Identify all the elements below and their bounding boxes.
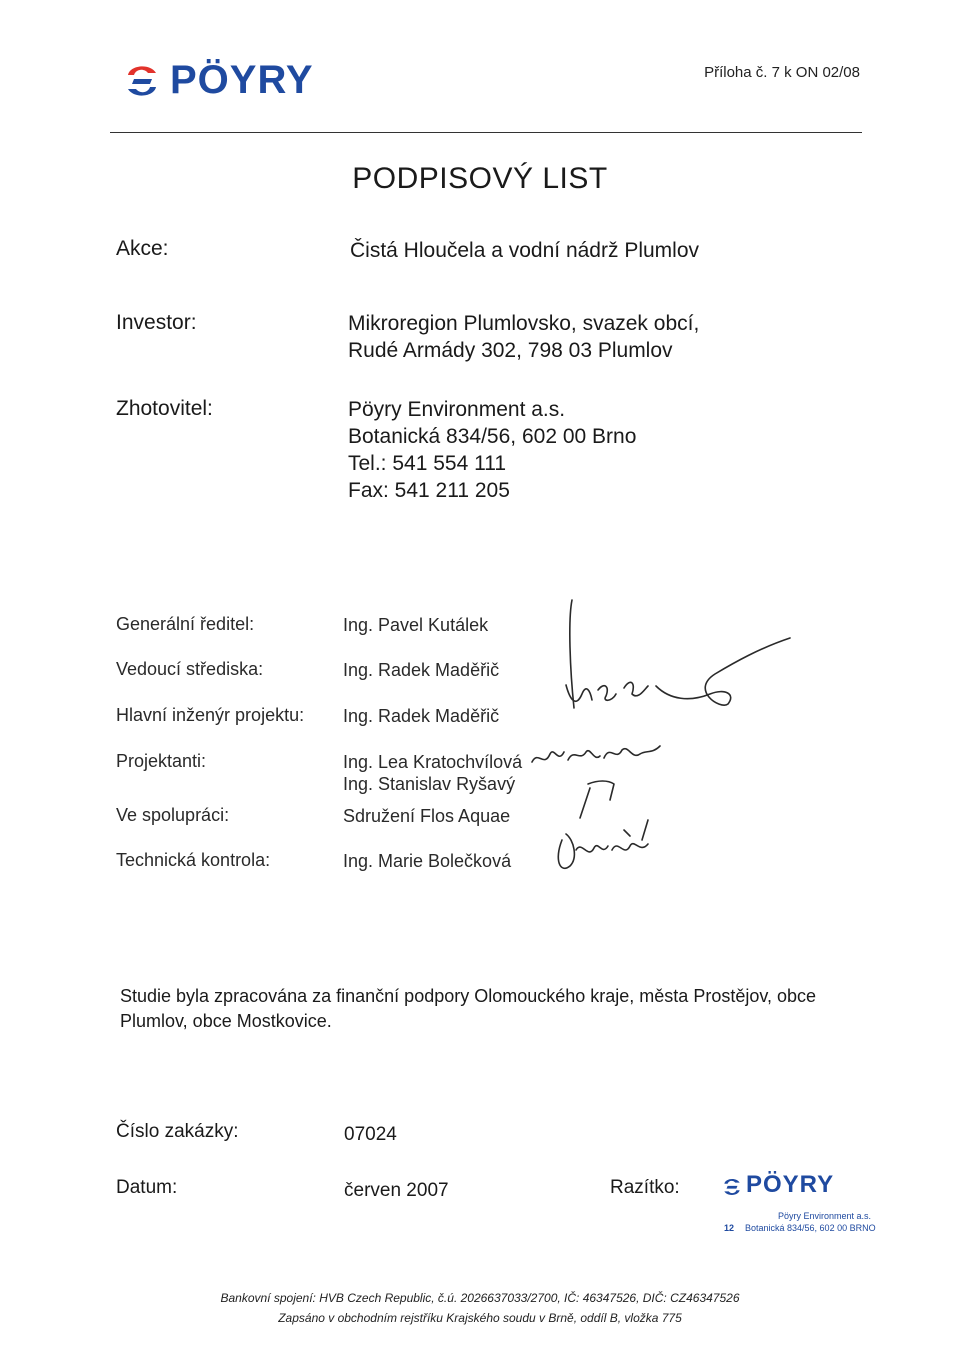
zhotovitel-line: Pöyry Environment a.s. xyxy=(348,398,566,421)
zhotovitel-value xyxy=(348,396,636,504)
zhotovitel-label: Zhotovitel: xyxy=(116,397,213,420)
team-name: Ing. Radek Maděřič xyxy=(343,706,500,726)
stamp-company: Pöyry Environment a.s. xyxy=(778,1211,872,1221)
signature-director xyxy=(540,590,800,720)
poyry-logo xyxy=(120,55,350,105)
team-role: Ve spolupráci: xyxy=(116,805,230,825)
investor-line: Mikroregion Plumlovsko, svazek obcí, xyxy=(348,312,700,335)
investor-line: Rudé Armády 302, 798 03 Plumlov xyxy=(348,339,673,362)
team-name: Ing. Radek Maděřič xyxy=(343,660,500,680)
investor-value xyxy=(348,310,699,364)
team-name: Ing. Pavel Kutálek xyxy=(343,615,489,635)
team-role: Projektanti: xyxy=(116,751,207,771)
stamp-number: 12 xyxy=(724,1223,735,1233)
order-label: Číslo zakázky: xyxy=(116,1121,239,1142)
team-name: Ing. Stanislav Ryšavý xyxy=(343,774,516,794)
poyry-swirl-icon xyxy=(720,1175,744,1199)
team-role: Vedoucí střediska: xyxy=(116,659,264,679)
order-value: 07024 xyxy=(344,1124,397,1145)
team-name: Sdružení Flos Aquae xyxy=(343,806,511,826)
header-divider xyxy=(110,132,862,133)
footer-bank-line: Bankovní spojení: HVB Czech Republic, č.ú. 2026637033/2700, IČ: 46347526, DIČ: CZ46347526 xyxy=(220,1291,740,1305)
signature-designers xyxy=(528,740,688,820)
zhotovitel-line: Fax: 541 211 205 xyxy=(348,479,510,502)
zhotovitel-line: Botanická 834/56, 602 00 Brno xyxy=(348,425,637,448)
team-role: Technická kontrola: xyxy=(116,850,271,870)
footer-registry-line: Zapsáno v obchodním rejstříku Krajského soudu v Brně, oddíl B, vložka 775 xyxy=(278,1311,682,1325)
page-title: PODPISOVÝ LIST xyxy=(352,162,608,195)
stamp-address: Botanická 834/56, 602 00 BRNO xyxy=(745,1223,876,1233)
stamp-label: Razítko: xyxy=(610,1177,680,1198)
date-value: červen 2007 xyxy=(344,1180,449,1201)
akce-value: Čistá Hloučela a vodní nádrž Plumlov xyxy=(350,239,700,262)
team-role: Generální ředitel: xyxy=(116,614,255,634)
akce-label: Akce: xyxy=(116,237,169,260)
stamp-logo-text: PÖYRY xyxy=(746,1171,835,1198)
team-role: Hlavní inženýr projektu: xyxy=(116,705,305,725)
team-names xyxy=(343,751,522,795)
signature-control xyxy=(552,810,672,880)
funding-note: Studie byla zpracována za finanční podpory Olomouckého kraje, města Prostějov, obce Plumlov, obce Mostkovice. xyxy=(120,986,817,1031)
poyry-swirl-icon xyxy=(120,59,164,103)
zhotovitel-line: Tel.: 541 554 111 xyxy=(348,452,507,475)
team-name: Ing. Lea Kratochvílová xyxy=(343,752,523,772)
date-label: Datum: xyxy=(116,1177,178,1198)
investor-label: Investor: xyxy=(116,311,197,334)
logo-text: PÖYRY xyxy=(170,58,314,102)
stamp-logo xyxy=(720,1170,860,1204)
attachment-label: Příloha č. 7 k ON 02/08 xyxy=(704,64,860,81)
team-name: Ing. Marie Bolečková xyxy=(343,851,512,871)
